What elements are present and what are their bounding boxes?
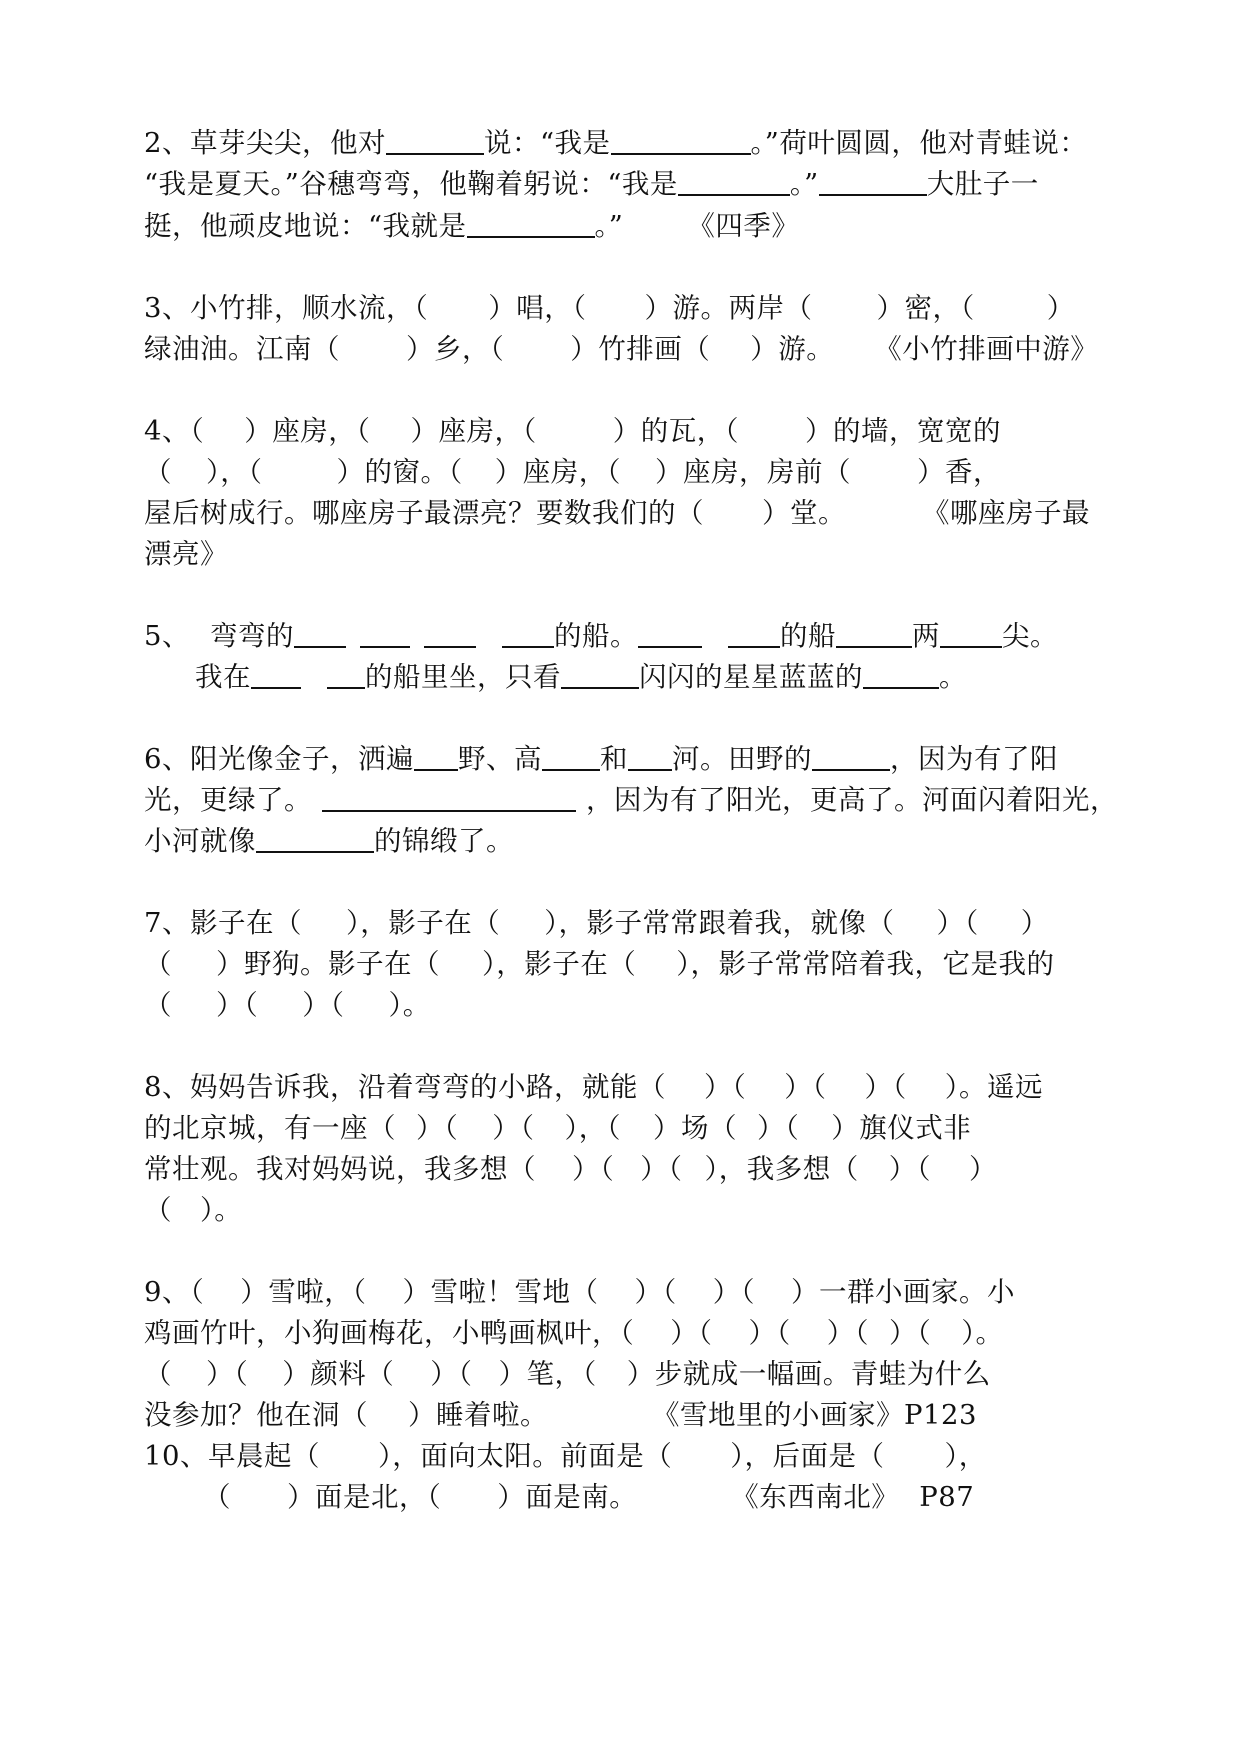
text-segment: ）步就成一幅画。青蛙为什么 xyxy=(626,1358,991,1390)
lesson-source: 《哪座房子最 xyxy=(921,497,1090,529)
text-segment: ）睡着啦。 xyxy=(407,1399,548,1431)
text-segment: ），影子在（ xyxy=(481,948,637,980)
text-segment: ）座房，（ xyxy=(244,415,371,447)
text-segment: ）座房，房前（ xyxy=(654,456,851,488)
text-segment: ）（ xyxy=(670,1317,713,1349)
text-segment: ）的墙，宽宽的 xyxy=(804,415,1001,447)
text-segment: （ xyxy=(143,1194,172,1226)
text-segment: ）雪啦！雪地（ xyxy=(402,1276,599,1308)
text-segment: 光，更绿了。 xyxy=(143,784,312,816)
text-segment: ）（ xyxy=(205,1358,249,1390)
text-segment: ）座房，（ xyxy=(410,415,537,447)
text-segment: ）（ xyxy=(703,1071,747,1103)
text-segment: ）（ xyxy=(302,989,345,1021)
text-segment: 10、早晨起（ xyxy=(143,1440,320,1472)
text-segment: “我是夏天。”谷穗弯弯，他鞠着躬说：“我是 xyxy=(143,168,678,200)
text-segment: ）密，（ xyxy=(876,292,975,324)
text-segment: ）堂。 xyxy=(761,497,846,529)
text-segment: ）（ xyxy=(571,1153,615,1185)
text-segment: ）（ xyxy=(415,1112,459,1144)
text-segment: ），影子常常陪着我，它是我的 xyxy=(676,948,1055,980)
text-segment: 两 xyxy=(911,620,940,652)
text-segment: ），面向太阳。前面是（ xyxy=(377,1440,673,1472)
text-segment: ）竹排画（ xyxy=(570,333,711,365)
fill-blank[interactable] xyxy=(251,663,301,689)
text-segment: ）（ xyxy=(826,1317,869,1349)
text-segment: ）游。 xyxy=(750,333,835,365)
fill-blank[interactable] xyxy=(819,170,927,196)
text-segment: 8、妈妈告诉我，沿着弯弯的小路，就能（ xyxy=(143,1071,666,1103)
q10-line-2 xyxy=(166,1437,974,1557)
text-segment: 没参加？他在洞（ xyxy=(143,1399,368,1431)
fill-blank[interactable] xyxy=(561,663,639,689)
text-segment: ）雪啦，（ xyxy=(240,1276,367,1308)
text-segment: ）（ xyxy=(640,1153,683,1185)
text-segment: ）（ xyxy=(864,1071,907,1103)
text-segment: 的锦缎了。 xyxy=(373,825,514,857)
text-segment: ）（ xyxy=(784,1071,827,1103)
text-segment: ）唱，（ xyxy=(488,292,587,324)
text-segment: ）座房，（ xyxy=(494,456,621,488)
text-segment: ）（ xyxy=(756,1112,800,1144)
text-segment: 闪闪的星星蓝蓝的 xyxy=(638,661,863,693)
text-segment: 3、小竹排，顺水流，（ xyxy=(143,292,429,324)
text-segment: 挺，他顽皮地说：“我就是 xyxy=(143,210,467,242)
text-segment: ）旗仪式非 xyxy=(831,1112,972,1144)
text-segment: ，因为有了阳光，更高了。河面闪着阳光， xyxy=(585,784,1118,816)
text-segment: ）的瓦，（ xyxy=(612,415,739,447)
text-segment: ）（ xyxy=(215,989,259,1021)
text-segment: ）（ xyxy=(888,1317,932,1349)
text-segment: ）（ xyxy=(888,1153,931,1185)
text-segment: ）香， xyxy=(916,456,1001,488)
text-segment: ） xyxy=(1046,292,1075,324)
text-segment: ），影子常常跟着我，就像（ xyxy=(544,907,895,939)
text-segment: ） xyxy=(968,1153,997,1185)
text-segment: ）。 xyxy=(388,989,431,1021)
text-segment: ）一群小画家。小 xyxy=(790,1276,1015,1308)
text-segment: 大肚子一 xyxy=(926,168,1039,200)
text-segment: 和 xyxy=(599,743,628,775)
text-segment: 。” xyxy=(789,168,819,200)
text-segment: 屋后树成行。哪座房子最漂亮？要数我们的（ xyxy=(143,497,704,529)
q4-line-3 xyxy=(107,453,1090,573)
fill-blank[interactable] xyxy=(256,827,374,853)
text-segment: ）（ xyxy=(492,1112,535,1144)
text-segment: 7、影子在（ xyxy=(143,907,302,939)
fill-blank[interactable] xyxy=(327,663,365,689)
text-segment: ）（ xyxy=(748,1317,791,1349)
text-segment: ）面是北，（ xyxy=(286,1481,442,1513)
text-segment: 9、（ xyxy=(143,1276,205,1308)
text-segment: ）（ xyxy=(634,1276,677,1308)
lesson-source: 漂亮》 xyxy=(143,538,228,570)
text-segment: ）。 xyxy=(961,1317,1004,1349)
text-segment: ）（ xyxy=(936,907,979,939)
text-segment: ）颜料（ xyxy=(282,1358,395,1390)
text-segment: 绿油油。江南（ xyxy=(143,333,340,365)
text-segment: 的北京城，有一座（ xyxy=(143,1112,396,1144)
text-segment: 尖。 xyxy=(1001,620,1058,652)
text-segment: ），我多想（ xyxy=(704,1153,859,1185)
fill-blank[interactable] xyxy=(467,212,595,238)
text-segment: 的船 xyxy=(779,620,836,652)
text-segment: （ xyxy=(143,989,172,1021)
text-segment: 4、（ xyxy=(143,415,205,447)
text-segment: ），后面是（ xyxy=(730,1440,885,1472)
page-reference: P87 xyxy=(919,1481,975,1513)
text-segment: 野、高 xyxy=(457,743,542,775)
text-segment: ）游。两岸（ xyxy=(644,292,813,324)
text-segment: ）场（ xyxy=(652,1112,737,1144)
text-segment: 2、草芽尖尖，他对 xyxy=(143,127,386,159)
text-segment: 我在 xyxy=(194,661,251,693)
text-segment: ）面是南。 xyxy=(497,1481,638,1513)
text-segment: ）乡，（ xyxy=(405,333,505,365)
lesson-source: 《四季》 xyxy=(687,210,800,242)
text-segment: （ xyxy=(202,1481,231,1513)
text-segment: 。”荷叶圆圆，他对青蛙说： xyxy=(750,127,1088,159)
text-segment: 的船里坐，只看 xyxy=(364,661,561,693)
text-segment: ）野狗。影子在（ xyxy=(215,948,440,980)
text-segment: ）的窗。（ xyxy=(336,456,463,488)
text-segment: 说：“我是 xyxy=(483,127,611,159)
text-segment: 常壮观。我对妈妈说，我多想（ xyxy=(143,1153,536,1185)
fill-blank[interactable] xyxy=(863,663,939,689)
lesson-source: 《东西南北》 xyxy=(731,1481,900,1513)
text-segment: ，因为有了阳 xyxy=(889,743,1058,775)
text-segment: ）。遥远 xyxy=(944,1071,1043,1103)
text-segment: ）（ xyxy=(712,1276,755,1308)
text-segment: （ xyxy=(143,1358,172,1390)
text-segment: 的船。 xyxy=(553,620,638,652)
text-segment: 。” xyxy=(594,210,624,242)
text-segment: ）（ xyxy=(430,1358,473,1390)
text-segment: （ xyxy=(143,948,172,980)
text-segment: ） xyxy=(1020,907,1049,939)
text-segment: （ xyxy=(143,456,172,488)
text-segment: 弯弯的 xyxy=(209,620,294,652)
text-segment: 小河就像 xyxy=(143,825,256,857)
text-segment: 河。田野的 xyxy=(671,743,812,775)
lesson-source: 《小竹排画中游》 xyxy=(874,333,1099,365)
text-segment: ），（ xyxy=(205,456,263,488)
text-segment: 5、 xyxy=(143,620,190,652)
text-segment: 6、阳光像金子，洒遍 xyxy=(143,743,414,775)
text-segment: ）。 xyxy=(199,1194,243,1226)
text-segment: ），（ xyxy=(564,1112,621,1144)
text-segment: ）， xyxy=(944,1440,987,1472)
text-segment: 鸡画竹叶，小狗画梅花，小鸭画枫叶，（ xyxy=(143,1317,635,1349)
text-segment: ）笔，（ xyxy=(498,1358,597,1390)
lesson-source: 《雪地里的小画家》P123 xyxy=(651,1399,977,1431)
text-segment: ），影子在（ xyxy=(345,907,501,939)
text-segment: 。 xyxy=(938,661,967,693)
